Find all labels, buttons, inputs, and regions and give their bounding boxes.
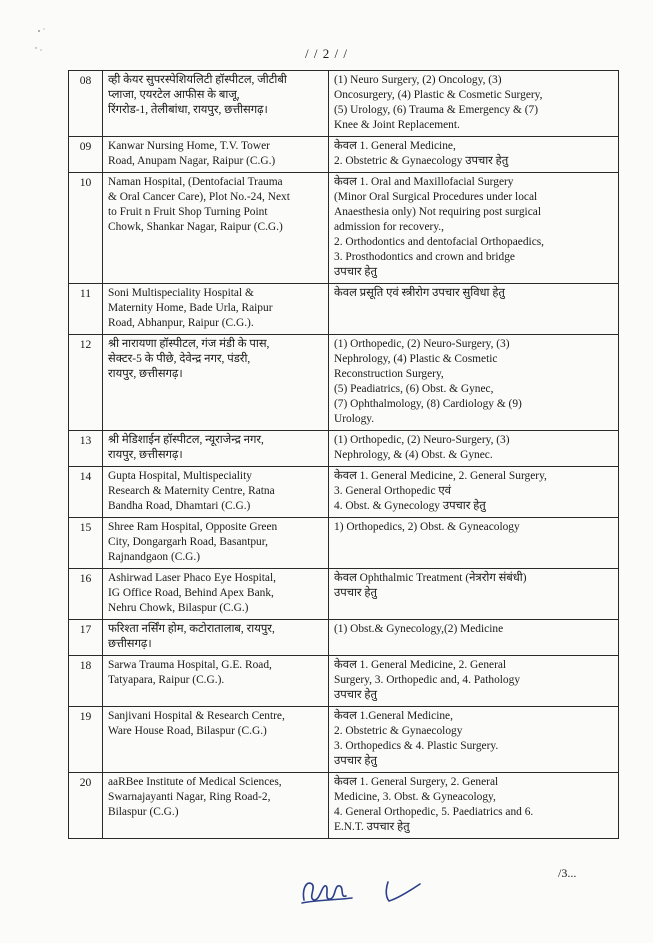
hospital-cell: Gupta Hospital, Multispeciality Research & Maternity Centre, Ratna Bandha Road, Dhamtari (C.G.) bbox=[103, 467, 329, 518]
page-number-header: / / 2 / / bbox=[305, 46, 348, 61]
hospital-cell: Naman Hospital, (Dentofacial Trauma & Oral Cancer Care), Plot No.-24, Next to Fruit n Fruit Shop Turning Point Chowk, Shankar Nagar, Raipur (C.G.) bbox=[103, 173, 329, 284]
table-row bbox=[69, 431, 619, 467]
table-row bbox=[69, 707, 619, 773]
hospital-cell: श्री नारायणा हॉस्पीटल, गंज मंडी के पास, सेक्टर-5 के पीछे, देवेन्द्र नगर, पंडरी, रायपुर, छत्तीसगढ़। bbox=[103, 335, 329, 431]
services-cell: 1) Orthopedics, 2) Obst. & Gyneacology bbox=[329, 518, 619, 569]
table-row bbox=[69, 518, 619, 569]
table-row bbox=[69, 569, 619, 620]
services-cell: केवल 1. General Surgery, 2. General Medicine, 3. Obst. & Gyneacology, 4. General Orthopedic, 5. Paediatrics and 6. E.N.T. उपचार हेतु bbox=[329, 773, 619, 839]
row-number: 18 bbox=[69, 656, 103, 707]
hospital-cell: Sarwa Trauma Hospital, G.E. Road, Tatyapara, Raipur (C.G.). bbox=[103, 656, 329, 707]
row-number: 20 bbox=[69, 773, 103, 839]
row-number: 15 bbox=[69, 518, 103, 569]
row-number: 09 bbox=[69, 137, 103, 173]
hospital-cell: aaRBee Institute of Medical Sciences, Swarnajayanti Nagar, Ring Road-2, Bilaspur (C.G.) bbox=[103, 773, 329, 839]
table-row bbox=[69, 173, 619, 284]
services-cell: केवल 1. General Medicine, 2. General Surgery, 3. General Orthopedic एवं 4. Obst. & Gynecology उपचार हेतु bbox=[329, 467, 619, 518]
services-cell: केवल 1. Oral and Maxillofacial Surgery (Minor Oral Surgical Procedures under local Anaesthesia only) Not requiring post surgical admission for recovery., 2. Orthodontics and dentofacial Orthopaedics, 3. Prosthodontics and crown and bridge उपचार हेतु bbox=[329, 173, 619, 284]
services-cell: केवल 1.General Medicine, 2. Obstetric & Gynaecology 3. Orthopedics & 4. Plastic Surgery. उपचार हेतु bbox=[329, 707, 619, 773]
services-cell: (1) Neuro Surgery, (2) Oncology, (3) Oncosurgery, (4) Plastic & Cosmetic Surgery, (5) Urology, (6) Trauma & Emergency & (7) Knee & Joint Replacement. bbox=[329, 71, 619, 137]
hospital-cell: Ashirwad Laser Phaco Eye Hospital, IG Office Road, Behind Apex Bank, Nehru Chowk, Bilaspur (C.G.) bbox=[103, 569, 329, 620]
table-row bbox=[69, 137, 619, 173]
table-row bbox=[69, 773, 619, 839]
hospital-cell: फरिश्ता नर्सिंग होम, कटोरातालाब, रायपुर, छत्तीसगढ़। bbox=[103, 620, 329, 656]
services-cell: केवल 1. General Medicine, 2. General Surgery, 3. Orthopedic and, 4. Pathology उपचार हेतु bbox=[329, 656, 619, 707]
row-number: 14 bbox=[69, 467, 103, 518]
row-number: 13 bbox=[69, 431, 103, 467]
table-row bbox=[69, 467, 619, 518]
services-cell: (1) Obst.& Gynecology,(2) Medicine bbox=[329, 620, 619, 656]
services-cell: केवल Ophthalmic Treatment (नेत्ररोग संबंधी) उपचार हेतु bbox=[329, 569, 619, 620]
row-number: 16 bbox=[69, 569, 103, 620]
table-row bbox=[69, 71, 619, 137]
services-cell: (1) Orthopedic, (2) Neuro-Surgery, (3) Nephrology, (4) Plastic & Cosmetic Reconstruction Surgery, (5) Peadiatrics, (6) Obst. & Gynec, (7) Ophthalmology, (8) Cardiology & (9) Urology. bbox=[329, 335, 619, 431]
table-row bbox=[69, 656, 619, 707]
hospital-cell: Soni Multispeciality Hospital & Maternity Home, Bade Urla, Raipur Road, Abhanpur, Raipur (C.G.). bbox=[103, 284, 329, 335]
services-cell: (1) Orthopedic, (2) Neuro-Surgery, (3) Nephrology, & (4) Obst. & Gynec. bbox=[329, 431, 619, 467]
hospital-cell: Shree Ram Hospital, Opposite Green City, Dongargarh Road, Basantpur, Rajnandgaon (C.G.) bbox=[103, 518, 329, 569]
row-number: 10 bbox=[69, 173, 103, 284]
handwritten-signature bbox=[296, 870, 446, 910]
table-body bbox=[69, 71, 619, 839]
row-number: 12 bbox=[69, 335, 103, 431]
table-row bbox=[69, 620, 619, 656]
services-cell: केवल प्रसूति एवं स्त्रीरोग उपचार सुविधा हेतु bbox=[329, 284, 619, 335]
next-page-marker: /3... bbox=[558, 866, 577, 880]
row-number: 19 bbox=[69, 707, 103, 773]
hospital-list-table bbox=[68, 70, 619, 839]
services-cell: केवल 1. General Medicine, 2. Obstetric & Gynaecology उपचार हेतु bbox=[329, 137, 619, 173]
row-number: 11 bbox=[69, 284, 103, 335]
hospital-cell: Kanwar Nursing Home, T.V. Tower Road, Anupam Nagar, Raipur (C.G.) bbox=[103, 137, 329, 173]
hospital-cell: व्ही केयर सुपरस्पेशियलिटी हॉस्पीटल, जीटीबी प्लाजा, एयरटेल आफीस के बाजू, रिंगरोड-1, तेलीबांधा, रायपुर, छत्तीसगढ़। bbox=[103, 71, 329, 137]
table-row bbox=[69, 335, 619, 431]
row-number: 17 bbox=[69, 620, 103, 656]
table-row bbox=[69, 284, 619, 335]
row-number: 08 bbox=[69, 71, 103, 137]
hospital-cell: Sanjivani Hospital & Research Centre, Ware House Road, Bilaspur (C.G.) bbox=[103, 707, 329, 773]
hospital-cell: श्री मेडिशाईन हॉस्पीटल, न्यूराजेन्द्र नगर, रायपुर, छत्तीसगढ़। bbox=[103, 431, 329, 467]
